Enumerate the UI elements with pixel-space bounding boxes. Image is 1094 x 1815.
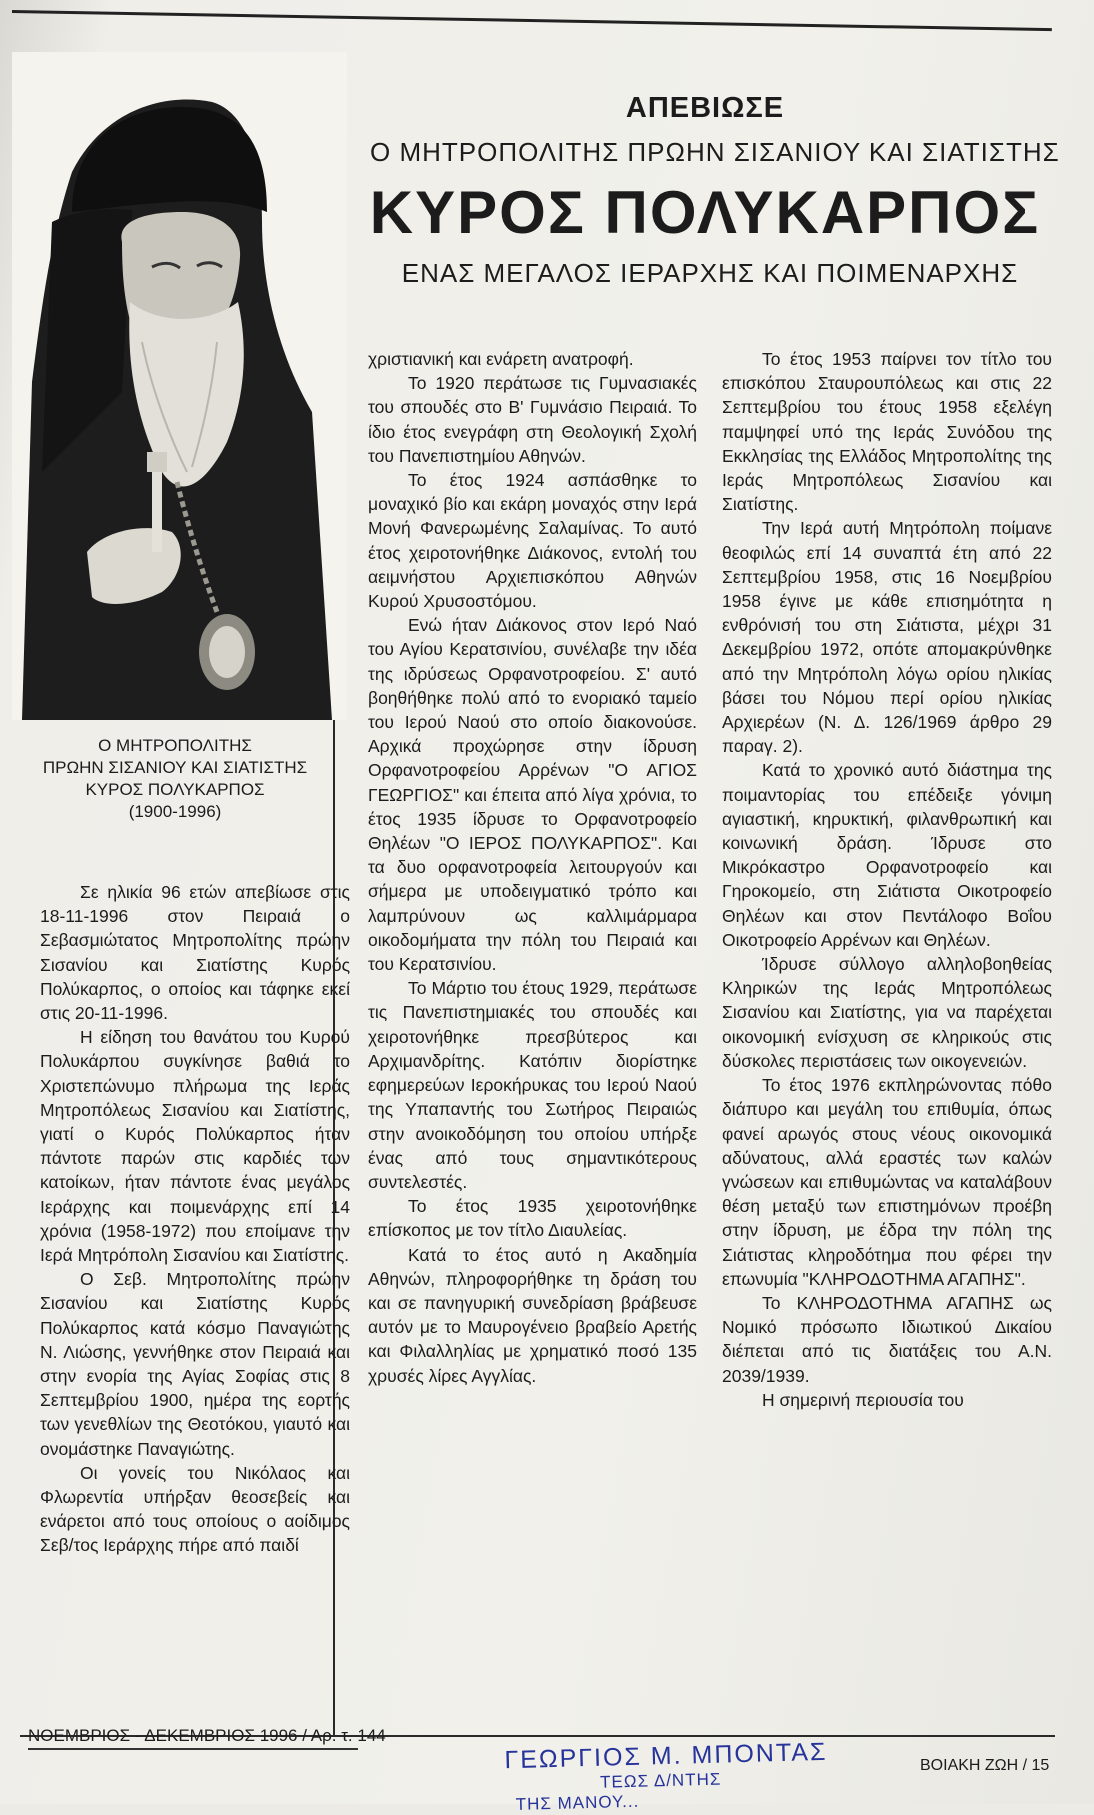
caption-line: ΚΥΡΟΣ ΠΟΛΥΚΑΡΠΟΣ xyxy=(85,780,265,799)
paragraph: Κατά το έτος αυτό η Ακαδημία Αθηνών, πληροφορήθηκε τη δράση του και σε πανηγυρική συνεδρίαση βράβευσε αυτόν με το Μαυρογένειο βραβείο Αρετής και Φιλαλληλίας με χρηματικό ποσό 135 χρυσές λίρες Αγγλίας. xyxy=(368,1244,697,1386)
paragraph: Το έτος 1924 ασπάσθηκε το μοναχικό βίο και εκάρη μοναχός στην Ιερά Μονή Φανερωμένης Σαλαμίνας. Το αυτό έτος χειροτονήθηκε Διάκονος, εντολή του αειμνήστου Αρχιεπισκόπου Αθηνών Κυρού Χρυσοστόμου. xyxy=(368,470,697,612)
issue-info: ΝΟΕΜΒΡΙΟΣ - ΔΕΚΕΜΒΡΙΟΣ 1996 / Αρ. τ. 144 xyxy=(28,1726,386,1745)
stamp-name: ΓΕΩΡΓΙΟΣ Μ. ΜΠΟΝΤΑΣ xyxy=(504,1737,828,1775)
paragraph: Το έτος 1953 παίρνει τον τίτλο του επισκόπου Σταυρουπόλεως και στις 22 Σεπτεμβρίου του έτους 1958 εξελέγη παμψηφεί υπό της Ιεράς Συνόδου της Εκκλησίας της Ελλάδος Μητροπολίτης της Ιεράς Μητροπόλεως Σισανίου και Σιατίστης. xyxy=(722,349,1052,515)
portrait-photo xyxy=(12,52,347,720)
caption-dates: (1900-1996) xyxy=(128,802,222,821)
paragraph: Το 1920 περάτωσε τις Γυμνασιακές του σπουδές στο Β' Γυμνάσιο Πειραιά. Το ίδιο έτος ενεγράφη στη Θεολογική Σχολή του Πανεπιστημίου Αθηνών. xyxy=(368,373,697,466)
text-column-3 xyxy=(722,347,1052,1412)
text-column-1 xyxy=(40,880,350,1558)
page-number: ΒΟΙΑΚΗ ΖΩΗ / 15 xyxy=(920,1757,1050,1774)
ink-stamp xyxy=(504,1738,829,1815)
article-kicker: ΑΠΕΒΙΩΣΕ xyxy=(625,92,785,124)
stamp-org: ΤΗΣ ΜΑΝΟΥ... xyxy=(515,1791,640,1814)
paragraph: Η είδηση του θανάτου του Κυρού Πολυκάρπου συγκίνησε βαθιά το Χριστεπώνυμο πλήρωμα της Ιεράς Μητροπόλεως Σισανίου και Σιατίστης, γιατί ο Κυρός Πολύκαρπος ήταν πάντοτε παρών στις καρδιές των κατοίκων, ήταν πάντοτε ένας μεγάλος Ιεράρχης και ποιμενάρχης επί 14 χρόνια (1958-1972) που εποίμανε την Ιερά Μητρόπολη Σισανίου και Σιατίστης. xyxy=(40,1027,350,1266)
article-headline: ΚΥΡΟΣ ΠΟΛΥΚΑΡΠΟΣ xyxy=(369,179,1041,246)
paragraph: Το έτος 1935 χειροτονήθηκε επίσκοπος με τον τίτλο Διαυλείας. xyxy=(368,1196,697,1241)
top-rule xyxy=(12,10,1052,31)
paragraph: Ο Σεβ. Μητροπολίτης πρώην Σισανίου και Σιατίστης Κυρός Πολύκαρπος κατά κόσμο Παναγιώτης Ν. Λιώσης, γεννήθηκε στον Πειραιά και στην ενορία της Αγίας Σοφίας στις 8 Σεπτεμβρίου 1900, ημέρα της εορτής των γενεθλίων της Θεοτόκου, γιαυτό και ονομάστηκε Παναγιώτης. xyxy=(40,1269,350,1459)
paragraph: Σε ηλικία 96 ετών απεβίωσε στις 18-11-1996 στον Πειραιά ο Σεβασμιώτατος Μητροπολίτης πρώην Σισανίου και Σιατίστης Κυρός Πολύκαρπος, ο οποίος και τάφηκε εκεί στις 20-11-1996. xyxy=(40,882,350,1024)
issue-underline xyxy=(28,1748,358,1750)
paragraph: Το Μάρτιο του έτους 1929, περάτωσε τις Πανεπιστημιακές του σπουδές και χειροτονήθηκε πρεσβύτερος και Αρχιμανδρίτης. Κατόπιν διορίστηκε εφημερεύων Ιεροκήρυκας του Ιερού Ναού της Υπαπαντής του Σωτήρος Πειραιώς στην ανοικοδόμηση του οποίου υπήρξε ένας από τους σημαντικότερους συντελεστές. xyxy=(368,978,697,1192)
caption-line: ΠΡΩΗΝ ΣΙΣΑΝΙΟΥ ΚΑΙ ΣΙΑΤΙΣΤΗΣ xyxy=(42,758,308,777)
article-subtitle: Ο ΜΗΤΡΟΠΟΛΙΤΗΣ ΠΡΩΗΝ ΣΙΣΑΝΙΟΥ ΚΑΙ ΣΙΑΤΙΣΤΗΣ xyxy=(370,137,1060,167)
paragraph: Η σημερινή περιουσία του xyxy=(762,1389,964,1410)
paragraph: Την Ιερά αυτή Μητρόπολη ποίμανε θεοφιλώς επί 14 συναπτά έτη από 22 Σεπτεμβρίου 1958, στις 16 Νοεμβρίου 1958 έγινε με κάθε επισημότητα η ενθρόνισή του στη Σιάτιστα, μέχρι 31 Δεκεμβρίου 1972, οπότε απομακρύνθηκε από την Μητρόπολη λόγω ορίου ηλικίας βάσει του Νόμου περί ορίου ηλικίας Αρχιερέων (Ν. Δ. 126/1969 άρθρο 29 παραγ. 2). xyxy=(722,518,1052,757)
text-column-2 xyxy=(368,347,697,1388)
paragraph: Το ΚΛΗΡΟΔΟΤΗΜΑ ΑΓΑΠΗΣ ως Νομικό πρόσωπο Ιδιωτικού Δικαίου διέπεται από τις διατάξεις του Α.Ν. 2039/1939. xyxy=(722,1292,1052,1386)
paragraph: Οι γονείς του Νικόλαος και Φλωρεντία υπήρξαν θεοσεβείς και ενάρετοι από τους οποίους ο αοίδιμος Σεβ/τος Ιεράρχης πήρε από παιδί xyxy=(40,1462,350,1556)
photo-caption xyxy=(20,735,330,823)
stamp-role: ΤΕΩΣ Δ/ΝΤΗΣ xyxy=(599,1769,722,1792)
article-tagline: ΕΝΑΣ ΜΕΓΑΛΟΣ ΙΕΡΑΡΧΗΣ ΚΑΙ ΠΟΙΜΕΝΑΡΧΗΣ xyxy=(401,258,1019,288)
paragraph: Ενώ ήταν Διάκονος στον Ιερό Ναό του Αγίου Κερατσινίου, συνέλαβε την ιδέα της ιδρύσεως Ορφανοτροφείου. Σ' αυτό βοηθήθηκε πολύ από το ενοριακό ταμείο του Ιερού Ναού στο οποίο διακονούσε. Αρχικά προχώρησε στην ίδρυση Ορφανοτροφείου Αρρένων "Ο ΑΓΙΟΣ ΓΕΩΡΓΙΟΣ" και έπειτα από λίγα χρόνια, το έτος 1935 ίδρυσε το Ορφανοτροφείο Θηλέων "Ο ΙΕΡΟΣ ΠΟΛΥΚΑΡΠΟΣ". Και τα δυο ορφανοτροφεία λειτουργούν και σήμερα με υποδειγματικό τρόπο και λαμπρύνουν ως καλλιμάρμαρα οικοδομήματα την πόλη του Πειραιά και του Κερατσινίου. xyxy=(368,615,697,975)
caption-line: Ο ΜΗΤΡΟΠΟΛΙΤΗΣ xyxy=(98,736,252,755)
paragraph: Το έτος 1976 εκπληρώνοντας πόθο διάπυρο και μεγάλη του επιθυμία, όπως φανεί αρωγός στους νέους οικονομικά αδύνατους, αλλά εραστές των καλών γνώσεων και επιθυμώντας να καταλάβουν θέση μεταξύ των επιστημόνων προέβη στην ίδρυση, με έδρα την πόλη της Σιάτιστας κληροδότημα που φέρει την επωνυμία "ΚΛΗΡΟΔΟΤΗΜΑ ΑΓΑΠΗΣ". xyxy=(722,1075,1052,1289)
paragraph: Ίδρυσε σύλλογο αλληλοβοηθείας Κληρικών της Ιεράς Μητροπόλεως Σισανίου και Σιατίστης, για να παρέχεται οικονομική ενίσχυση σε κληρικούς στις δύσκολες περιστάσεις των οικογενειών. xyxy=(722,954,1052,1071)
paragraph: Κατά το χρονικό αυτό διάστημα της ποιμαντορίας του επέδειξε γόνιμη αγιαστική, κηρυκτική, φιλανθρωπική και κοινωνική δράση. Ίδρυσε στο Μικρόκαστρο Ορφανοτροφείο και Γηροκομείο, στη Σιάτιστα Οικοτροφείο Θηλέων και στον Πεντάλοφο Βοΐου Οικοτροφείο Αρρένων και Θηλέων. xyxy=(722,760,1052,950)
paragraph: χριστιανική και ενάρετη ανατροφή. xyxy=(368,349,634,369)
